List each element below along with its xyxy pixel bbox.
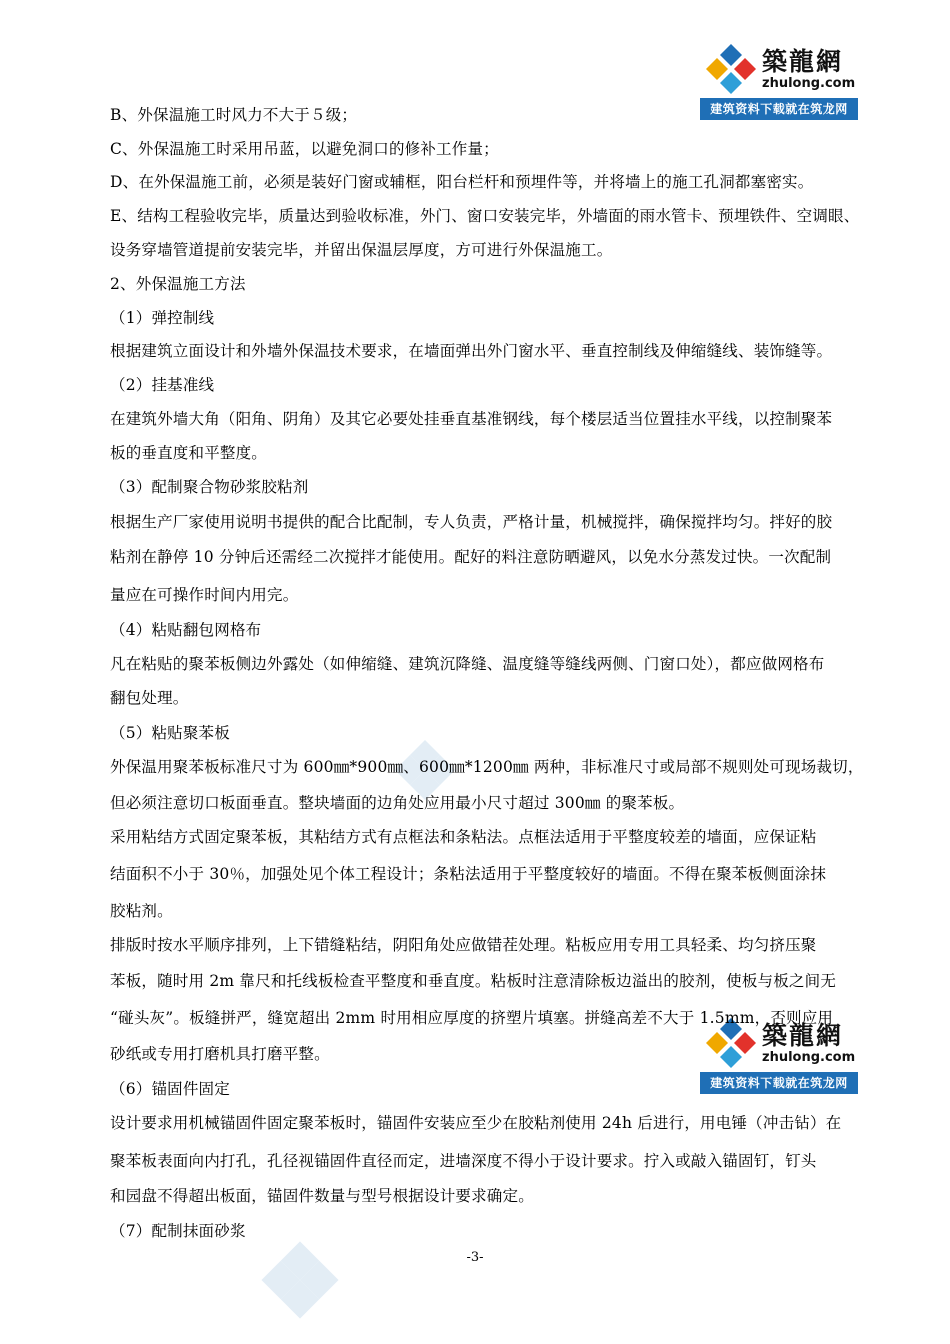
text-line: 采用粘结方式固定聚苯板，其粘结方式有点框法和条粘法。点框法适用于平整度较差的墙面，应保证粘	[110, 828, 817, 846]
text-line: 翻包处理。	[110, 689, 189, 707]
text-line: C、外保温施工时采用吊蓝，以避免洞口的修补工作量；	[110, 140, 499, 158]
text-line: 苯板，随时用 2m 靠尺和托线板检查平整度和垂直度。粘板时注意清除板边溢出的胶剂，使板与板之间无	[110, 972, 837, 990]
zhulong-emblem-icon	[704, 42, 758, 96]
text-line: 但必须注意切口板面垂直。整块墙面的边角处应用最小尺寸超过 300㎜ 的聚苯板。	[110, 794, 685, 812]
text-line: 凡在粘贴的聚苯板侧边外露处（如伸缩缝、建筑沉降缝、温度缝等缝线两侧、门窗口处），都应做网格布	[110, 655, 825, 673]
text-line: 设务穿墙管道提前安装完毕，并留出保温层厚度，方可进行外保温施工。	[110, 241, 613, 259]
logo-slogan: 建筑资料下载就在筑龙网	[700, 98, 858, 120]
text-line: 外保温用聚苯板标准尺寸为 600㎜*900㎜、600㎜*1200㎜ 两种，非标准尺寸或局部不规则处可现场裁切，	[110, 758, 864, 776]
subsection-heading: （1）弹控制线	[110, 309, 215, 327]
subsection-heading: （4）粘贴翻包网格布	[110, 621, 262, 639]
text-line: 胶粘剂。	[110, 902, 173, 920]
text-line: 根据生产厂家使用说明书提供的配合比配制，专人负责，严格计量，机械搅拌，确保搅拌均匀。拌好的胶	[110, 513, 833, 531]
text-line: 设计要求用机械锚固件固定聚苯板时，锚固件安装应至少在胶粘剂使用 24h 后进行，用电锤（冲击钻）在	[110, 1114, 842, 1132]
text-line: 砂纸或专用打磨机具打磨平整。	[110, 1045, 330, 1063]
text-line: D、在外保温施工前，必须是装好门窗或辅框，阳台栏杆和预埋件等，并将墙上的施工孔洞都塞密实。	[110, 173, 814, 191]
page-number: -3-	[466, 1250, 484, 1265]
text-line: 和园盘不得超出板面，锚固件数量与型号根据设计要求确定。	[110, 1187, 534, 1205]
section-heading: 2、外保温施工方法	[110, 275, 246, 293]
text-line: 粘剂在静停 10 分钟后还需经二次搅拌才能使用。配好的料注意防晒避风，以免水分蒸发过快。一次配制	[110, 548, 832, 566]
logo-slogan: 建筑资料下载就在筑龙网	[700, 1072, 858, 1094]
subsection-heading: （5）粘贴聚苯板	[110, 724, 230, 742]
subsection-heading: （6）锚固件固定	[110, 1080, 230, 1098]
zhulong-logo-top	[700, 38, 858, 120]
logo-domain: zhulong.com	[762, 1050, 856, 1065]
watermark-logo	[255, 1235, 345, 1325]
text-line: E、结构工程验收完毕，质量达到验收标准，外门、窗口安装完毕，外墙面的雨水管卡、预埋铁件、空调眼、	[110, 207, 860, 225]
text-line: 在建筑外墙大角（阳角、阴角）及其它必要处挂垂直基准钢线，每个楼层适当位置挂水平线，以控制聚苯	[110, 410, 833, 428]
text-line: “碰头灰”。板缝拼严，缝宽超出 2mm 时用相应厚度的挤塑片填塞。拼缝高差不大于 1.5mm，否则应用	[110, 1009, 834, 1027]
text-line: 排版时按水平顺序排列，上下错缝粘结，阴阳角处应做错茬处理。粘板应用专用工具轻柔、均匀挤压聚	[110, 936, 817, 954]
text-line: 量应在可操作时间内用完。	[110, 586, 299, 604]
logo-domain: zhulong.com	[762, 76, 856, 91]
text-line: 板的垂直度和平整度。	[110, 444, 268, 462]
text-line: 聚苯板表面向内打孔，孔径视锚固件直径而定，进墙深度不得小于设计要求。拧入或敲入锚固钉，钉头	[110, 1152, 817, 1170]
logo-name-cn: 築龍網	[762, 1021, 844, 1050]
text-line: B、外保温施工时风力不大于５级；	[110, 106, 358, 124]
subsection-heading: （2）挂基准线	[110, 376, 215, 394]
text-line: 结面积不小于 30％，加强处见个体工程设计；条粘法适用于平整度较好的墙面。不得在聚苯板侧面涂抹	[110, 865, 827, 883]
text-line: 根据建筑立面设计和外墙外保温技术要求，在墙面弹出外门窗水平、垂直控制线及伸缩缝线、装饰缝等。	[110, 342, 833, 360]
logo-name-cn: 築龍網	[762, 47, 844, 76]
subsection-heading: （3）配制聚合物砂浆胶粘剂	[110, 478, 309, 496]
subsection-heading: （7）配制抹面砂浆	[110, 1222, 246, 1240]
